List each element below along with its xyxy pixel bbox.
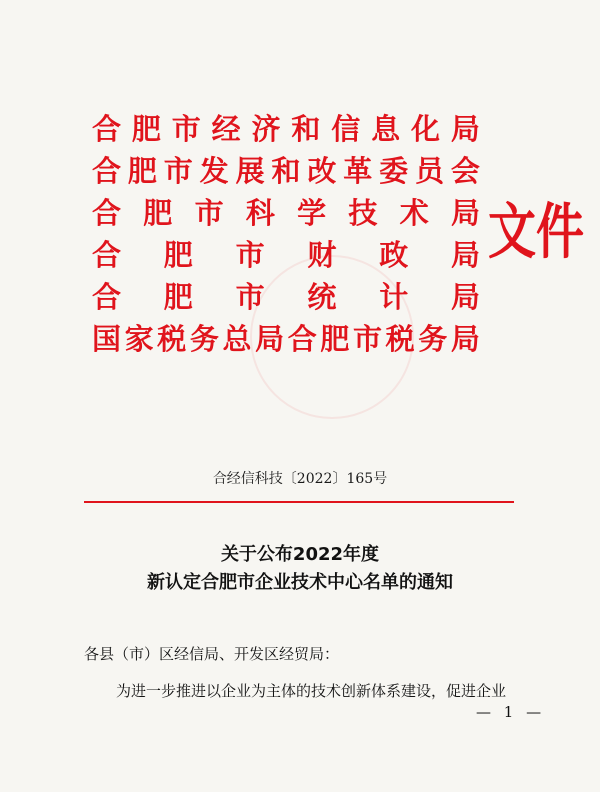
issuer-char: 革 — [343, 154, 373, 188]
issuer-char: 市 — [194, 196, 224, 230]
issuer-char: 肥 — [320, 322, 350, 356]
issuer-char: 展 — [235, 154, 265, 188]
document-number: 合经信科技〔2022〕165号 — [212, 471, 388, 487]
issuer-char: 科 — [245, 196, 275, 230]
issuer-char: 税 — [385, 322, 415, 356]
issuer-char: 肥 — [127, 154, 157, 188]
issuer-char: 术 — [399, 196, 429, 230]
issuer-char: 政 — [379, 238, 409, 272]
addressee: 各县（市）区经信局、开发区经贸局： — [84, 645, 340, 663]
issuer-char: 肥 — [143, 196, 173, 230]
issuer-char: 局 — [450, 112, 480, 146]
issuer-char: 技 — [348, 196, 378, 230]
issuer-char: 计 — [379, 280, 409, 314]
issuer-char: 局 — [255, 322, 285, 356]
issuer-char: 务 — [418, 322, 448, 356]
issuer-char: 合 — [92, 238, 122, 272]
issuer-char: 员 — [415, 154, 445, 188]
issuer-char: 会 — [450, 154, 480, 188]
issuer-char: 改 — [307, 154, 337, 188]
issuer-char: 局 — [450, 238, 480, 272]
notice-title-line-1: 关于公布2022年度 — [220, 544, 380, 565]
issuer-line-2 — [92, 150, 480, 192]
issuer-char: 务 — [189, 322, 219, 356]
issuer-line-6 — [92, 318, 480, 360]
issuer-char: 合 — [92, 280, 122, 314]
issuing-authorities — [92, 108, 480, 360]
issuer-char: 局 — [450, 322, 480, 356]
issuer-line-5 — [92, 276, 480, 318]
document-type-label: 文件 — [488, 197, 585, 268]
issuer-line-3 — [92, 192, 480, 234]
issuer-char: 学 — [297, 196, 327, 230]
issuer-char: 肥 — [131, 112, 161, 146]
issuer-char: 家 — [124, 322, 154, 356]
issuer-char: 济 — [251, 112, 281, 146]
issuer-char: 国 — [92, 322, 122, 356]
issuer-char: 化 — [411, 112, 441, 146]
issuer-char: 市 — [235, 280, 265, 314]
issuer-char: 和 — [271, 154, 301, 188]
issuer-char: 委 — [379, 154, 409, 188]
issuer-char: 财 — [307, 238, 337, 272]
body-paragraph-1: 为进一步推进以企业为主体的技术创新体系建设，促进企业 — [116, 682, 507, 700]
issuer-line-4 — [92, 234, 480, 276]
issuer-char: 市 — [163, 154, 193, 188]
issuer-char: 合 — [287, 322, 317, 356]
issuer-char: 肥 — [163, 238, 193, 272]
issuer-char: 信 — [331, 112, 361, 146]
issuer-char: 息 — [371, 112, 401, 146]
page-number: — 1 — — [476, 703, 546, 721]
issuer-char: 局 — [450, 280, 480, 314]
issuer-char: 合 — [92, 112, 122, 146]
issuer-char: 发 — [199, 154, 229, 188]
notice-title-line-2: 新认定合肥市企业技术中心名单的通知 — [147, 572, 453, 593]
issuer-char: 总 — [222, 322, 252, 356]
issuer-char: 市 — [235, 238, 265, 272]
issuer-char: 肥 — [163, 280, 193, 314]
issuer-char: 合 — [92, 196, 122, 230]
issuer-char: 统 — [307, 280, 337, 314]
issuer-char: 税 — [157, 322, 187, 356]
red-separator-line — [84, 501, 514, 503]
issuer-char: 市 — [171, 112, 201, 146]
issuer-char: 经 — [211, 112, 241, 146]
issuer-char: 合 — [92, 154, 122, 188]
issuer-char: 市 — [353, 322, 383, 356]
issuer-char: 和 — [291, 112, 321, 146]
issuer-char: 局 — [450, 196, 480, 230]
issuer-line-1 — [92, 108, 480, 150]
